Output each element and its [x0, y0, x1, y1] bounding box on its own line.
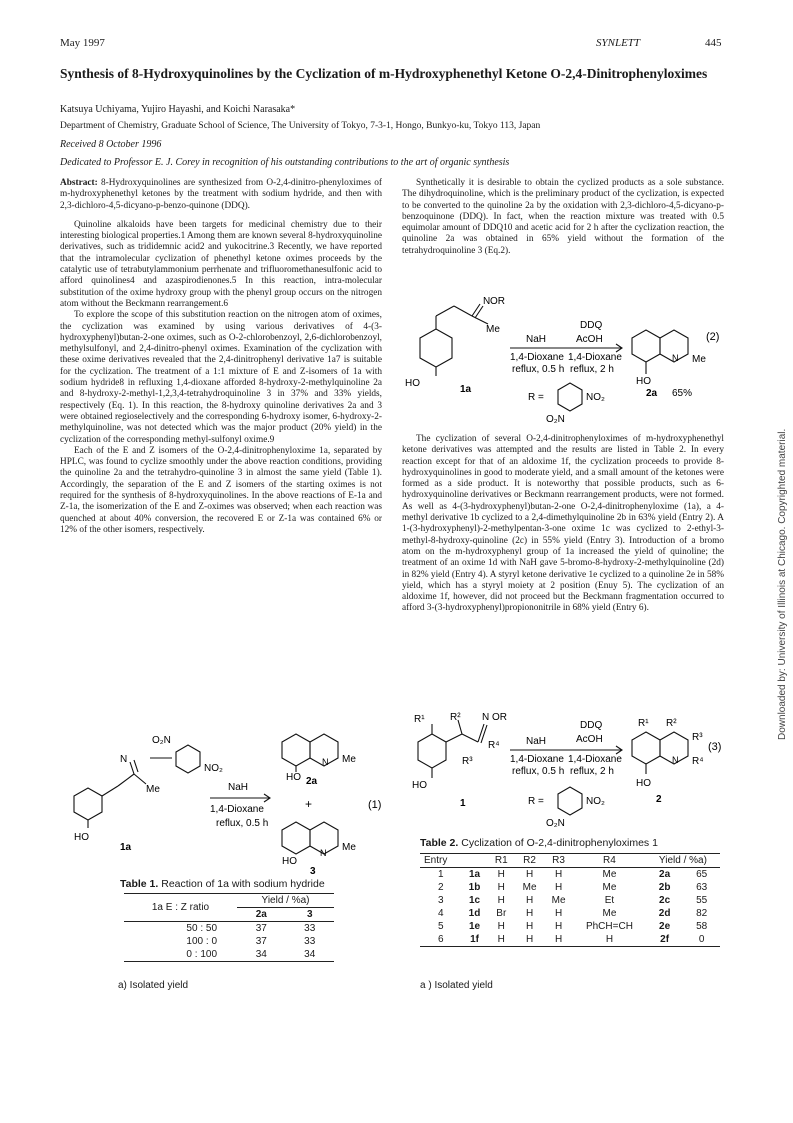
- table1-yield-head: Yield / %a): [237, 894, 334, 908]
- scheme-equation-3: [400, 706, 730, 836]
- eq2-prod-label: 2a: [646, 388, 658, 399]
- eq3-sm-label: 1: [460, 798, 466, 809]
- eq2-label-me: Me: [486, 324, 500, 335]
- table-row: [420, 933, 720, 947]
- eq1-solvent: 1,4-Dioxane: [210, 804, 264, 815]
- table2-cell: 2b: [658, 882, 671, 893]
- eq2-no2: NO₂: [586, 392, 605, 403]
- table1-col1-head: 1a E : Z ratio: [124, 894, 237, 922]
- table2-head-r3: R3: [552, 855, 565, 866]
- header-page: 445: [705, 37, 722, 49]
- dedication: Dedicated to Professor E. J. Corey in recognition of his outstanding contributions to the art of organic synthesis: [60, 157, 510, 168]
- paper-title: Synthesis of 8-Hydroxyquinolines by the Cyclization of m-Hydroxyphenethyl Ketone O-2,4-Dinitrophenyloximes: [60, 66, 708, 81]
- watermark-text: Downloaded by: University of Illinois at Chicago. Copyrighted material.: [777, 428, 788, 740]
- eq1-reagent: NaH: [228, 782, 249, 793]
- table2-cell: H: [525, 921, 534, 932]
- eq1-sm-label: 1a: [120, 842, 132, 853]
- table2-cell: H: [525, 895, 534, 906]
- eq2-number: (2): [706, 331, 720, 343]
- table2-head-r4: R4: [603, 855, 616, 866]
- table2-cell: Et: [604, 895, 615, 906]
- table1-sub-2a: 2a: [237, 908, 285, 922]
- eq3-n-or: N OR: [482, 712, 507, 723]
- eq3-number: (3): [708, 741, 722, 753]
- received-date: Received 8 October 1996: [60, 139, 162, 150]
- eq2-product-ho: HO: [636, 376, 651, 387]
- eq2-r-def: R =: [528, 392, 544, 403]
- table1-cell: 50 : 50: [186, 923, 218, 934]
- eq2-cond-2: reflux, 2 h: [570, 364, 614, 375]
- eq2-reagent-2b: AcOH: [576, 334, 603, 345]
- table2-cell: 2a: [659, 869, 671, 880]
- right-paragraph-1: [402, 178, 724, 257]
- table1-cell: 37: [255, 936, 267, 947]
- table2-cell: 6: [437, 934, 444, 945]
- table2-cell: 2e: [659, 921, 671, 932]
- table-row: [124, 922, 334, 936]
- table2-cell: H: [497, 869, 505, 880]
- eq3-p-r2: R²: [666, 718, 677, 729]
- eq3-cond-2: reflux, 2 h: [570, 766, 614, 777]
- table2-cell: 1f: [470, 934, 479, 945]
- table2-cell: H: [497, 921, 505, 932]
- eq2-reagent-2: DDQ: [580, 320, 603, 331]
- paragraph-3: Each of the E and Z isomers of the O-2,4-dinitrophenyloxime 1a, separated by HPLC, was found to cyclize smoothly under the above reaction conditions, providing the quinoline 2a and the tetrahydro-quinoline 3 in almost the same yield (Table 1). Accordingly, the separation of the E and Z isomers of the starting oximes is not required for the synthesis of 8-hydroxyquinolines. In the above reactions of E-1a and Z-1a, the isomerization of the E and Z-oximes was observed; when each reaction was quenched at about 40% conversion, the recovered E or Z-1a was contained 6% or 12% of the other isomers, respectively.: [60, 445, 382, 535]
- table2-head-r1: R1: [494, 855, 508, 866]
- table2-head-yield: Yield / %a): [658, 855, 707, 866]
- eq3-o2n: O₂N: [546, 818, 565, 829]
- eq3-r-def: R =: [528, 796, 544, 807]
- table2-cell: H: [605, 934, 614, 945]
- eq2-label-or: OR: [490, 296, 505, 307]
- table1-sub-3: 3: [285, 908, 334, 922]
- affiliation: Department of Chemistry, Graduate School of Science, The University of Tokyo, 7-3-1, Hongo, Bunkyo-ku, Tokyo 113, Japan: [60, 121, 541, 131]
- eq3-r4: R⁴: [488, 740, 500, 751]
- right-paragraph-2: [402, 434, 724, 615]
- table2-caption-text: Cyclization of O-2,4-dinitrophenyloximes 1: [461, 837, 658, 849]
- abstract-label: Abstract:: [60, 178, 98, 188]
- eq3-solvent-1: 1,4-Dioxane: [510, 754, 564, 765]
- table2-cell: 1d: [468, 908, 481, 919]
- scheme-equation-1: [60, 728, 382, 878]
- table2-cell: 1a: [468, 869, 481, 880]
- table1-cell: 33: [304, 936, 316, 947]
- table2-cell: H: [497, 934, 505, 945]
- table2-head-entry: Entry: [424, 855, 448, 866]
- eq1-3-me: Me: [342, 842, 356, 853]
- table2-cell: Me: [602, 882, 617, 893]
- eq2-label-n: N: [483, 296, 491, 307]
- eq1-3-nh: N: [320, 848, 327, 858]
- eq3-reagent-2b: AcOH: [576, 734, 603, 745]
- table2-cell: 58: [696, 921, 708, 932]
- eq3-reagent-2: DDQ: [580, 720, 603, 731]
- right-p2-text: The cyclization of several O-2,4-dinitrophenyloximes of m-hydroxyphenethyl ketone derivatives was attempted and the results are listed in Table 2. In every reaction except for that of an aldoxime 1f, the cyclization proceeds to provide 8-hydroxyquinolines in good to moderate yield, and a small amount of the ketones were formed as a side product. It is noteworthy that possible products, such as 6-hydroxyquinoline derivatives or Beckmann rearrangement products, were not formed. As well as 4-(3-hydroxyphenyl)butan-2-one O-2,4-dinitrophenyloxime (1a), a 4-methyl derivative 1b cyclized to a 2,4-dimethylquinoline 2b in 63% yield (Entry 2). A 1-(3-hydroxyphenyl)-2-methylpentan-3-one oxime 1c was cyclized to 2-ethyl-3-methyl-8-hydroxy-quinoline (2c) in 55% yield (Entry 3). Introduction of a bromo atom on the m-hydroxyphenyl group of 1a increased the yield of quinoline; the treatment of an oxime 1d with NaH gave 5-bromo-8-hydroxy-2-methylquinoline (2d) in 82% yield (Entry 4). A styryl ketone derivative 1e cyclized to a quinoline 2e in 58% yield, which has a styryl moiety at 2 position (Enuy 5). The cyclization of an aldoxime 1f, however, did not proceed but the Beckmann fragmentation occurred to afford 3-(3-hydroxyphenyl)propiononitrile in 68% yield (Entry 6).: [402, 434, 724, 614]
- header-date: May 1997: [60, 37, 105, 49]
- eq1-3-ho: HO: [282, 856, 297, 867]
- eq3-r2: R²: [450, 712, 461, 723]
- table2-cell: Me: [522, 882, 537, 893]
- eq2-product-me: Me: [692, 354, 706, 365]
- table2-cell: Br: [496, 908, 507, 919]
- table-row: [420, 907, 720, 920]
- eq3-p-ho: HO: [636, 778, 651, 789]
- table2-cell: 82: [696, 908, 708, 919]
- table1-cell: 0 : 100: [186, 949, 218, 960]
- table-1: [124, 893, 334, 962]
- eq2-solvent-2: 1,4-Dioxane: [568, 352, 622, 363]
- eq3-cond-1: reflux, 0.5 h: [512, 766, 565, 777]
- table2-cell: H: [525, 908, 534, 919]
- eq2-o2n: O₂N: [546, 414, 565, 425]
- table2-cell: H: [554, 934, 563, 945]
- eq1-2a-me: Me: [342, 754, 356, 765]
- table2-cell: H: [525, 934, 534, 945]
- table2-caption-label: Table 2.: [420, 837, 459, 849]
- table-row: [420, 894, 720, 907]
- table2-cell: H: [525, 869, 534, 880]
- table-row: [420, 881, 720, 894]
- eq1-number: (1): [368, 799, 382, 811]
- table2-cell: 1e: [468, 921, 481, 932]
- eq1-p2-label: 3: [310, 866, 316, 877]
- download-watermark: [775, 380, 791, 740]
- table2-cell: H: [554, 882, 563, 893]
- table2-cell: 2d: [658, 908, 671, 919]
- eq3-p-r3: R³: [692, 732, 703, 743]
- eq2-sm-label: 1a: [460, 384, 472, 395]
- eq1-me: Me: [146, 784, 160, 795]
- table2-cell: H: [554, 869, 563, 880]
- table2-cell: 55: [696, 895, 708, 906]
- table1-cell: 34: [304, 949, 316, 960]
- right-p1-text: Synthetically it is desirable to obtain the cyclized products as a sole substance. The dihydroquinoline, which is the preliminary product of the cyclization, is expected to be converted to the quinoline 2a by the oxidation with 2,3-dichloro-4,5-dicyano-p-benzoquinone (DDQ). In fact, when the reaction mixture was treated with 0.5 equimolar amount of DDQ10 and acetic acid for 2 h after the cyclization reaction, the quinoline 2a was obtained in 65% yield without the formation of the tetrahydroquinoline 3 (Eq.2).: [402, 178, 724, 256]
- eq2-label-ho: HO: [405, 378, 420, 389]
- table2-cell: 1b: [468, 882, 481, 893]
- eq3-p-r1: R¹: [638, 718, 649, 729]
- table2-cell: 65: [696, 869, 708, 880]
- scheme-equation-2: [400, 296, 730, 426]
- abstract-text: 8-Hydroxyquinolines are synthesized from O-2,4-dinitro-phenyloximes of m-hydroxyphenethyl ketones by the treatment with sodium hydride, and then with 2,3-dichloro-4,5-dicyano-p-benzo-quinone (DDQ).: [60, 178, 383, 211]
- table2-head-blank: [462, 854, 488, 868]
- paragraph-2: To explore the scope of this substitution reaction on the nitrogen atom of oximes, the cyclization was examined by using various derivatives of 4-(3-hydroxyphenyl)butan-2-one oximes, such as O-2-chlorobenzoyl, 2,6-dichlorobenzoyl, methylsulfonyl, and 2,4-dinitro-phenyl oximes. Examination of the cyclization with these oxime derivatives revealed that the 2,4-dinitrophenyl derivative 1a7 is suitable for the cyclization. The treatment of a 1:1 mixture of E and Z-isomers of 1a with sodium hydride8 in refluxing 1,4-dioxane afforded 8-hydroxy-2-methylquinoline 2a and 8-hydroxy-2-methyl-1,2,3,4-tetrahydroquinoline 3 in 37% and 33% yields, respectively (Eq. 1). In this reaction, the 8-hydroxy quinoline derivatives 2a and 3 were obtained regioselectively and the corresponding 6-hydroxy isomer, 6-hydroxy-2-methylquinoline, was not detected which was the major product (20% yield) in the cyclization of the corresponding methyl-sulfonyl oxime.9: [60, 310, 382, 445]
- eq3-r3: R³: [462, 756, 473, 767]
- table2-cell: 2c: [659, 895, 671, 906]
- table2-cell: 2: [437, 882, 444, 893]
- eq1-2a-n: N: [322, 757, 329, 767]
- eq3-prod-label: 2: [656, 794, 662, 805]
- eq1-no2: NO₂: [204, 763, 223, 774]
- eq2-quinoline-n: N: [672, 353, 679, 363]
- table2-cell: Me: [602, 908, 617, 919]
- table2-footnote: a ) Isolated yield: [420, 980, 493, 991]
- table2-cell: H: [554, 921, 563, 932]
- table-2: [420, 853, 720, 947]
- eq1-o2n-top: O₂N: [152, 735, 171, 746]
- authors: Katsuya Uchiyama, Yujiro Hayashi, and Koichi Narasaka*: [60, 104, 296, 115]
- table1-cell: 100 : 0: [186, 936, 218, 947]
- eq1-2a-ho: HO: [286, 772, 301, 783]
- eq3-ho: HO: [412, 780, 427, 791]
- table2-cell: Me: [602, 869, 617, 880]
- eq2-reagent-1: NaH: [526, 334, 547, 345]
- table1-caption-text: Reaction of 1a with sodium hydride: [161, 878, 325, 890]
- table2-head-r2: R2: [523, 855, 536, 866]
- table1-cell: 37: [255, 923, 267, 934]
- eq3-solvent-2: 1,4-Dioxane: [568, 754, 622, 765]
- table-row: [420, 868, 720, 882]
- table1-caption: [120, 878, 325, 890]
- eq3-no2: NO₂: [586, 796, 605, 807]
- eq3-r1: R¹: [414, 714, 425, 725]
- header-journal: SYNLETT: [596, 37, 641, 49]
- table2-cell: 63: [696, 882, 708, 893]
- table-row: [420, 920, 720, 933]
- table1-caption-label: Table 1.: [120, 878, 159, 890]
- table2-caption: [420, 837, 658, 849]
- eq1-n-o: N: [120, 754, 128, 765]
- table2-cell: H: [497, 882, 505, 893]
- eq1-plus: +: [305, 797, 313, 811]
- table2-cell: PhCH=CH: [585, 921, 633, 932]
- table2-cell: Me: [551, 895, 566, 906]
- table2-cell: 1: [437, 869, 444, 880]
- eq1-ho: HO: [74, 832, 89, 843]
- left-column: [60, 178, 382, 536]
- eq2-solvent-1: 1,4-Dioxane: [510, 352, 564, 363]
- eq3-p-r4: R⁴: [692, 756, 704, 767]
- table1-cell: 34: [255, 949, 267, 960]
- eq1-cond: reflux, 0.5 h: [216, 818, 269, 829]
- table-row: [124, 935, 334, 948]
- table2-cell: H: [554, 908, 563, 919]
- table1-footnote: a) Isolated yield: [118, 980, 189, 991]
- eq3-reagent-1: NaH: [526, 736, 547, 747]
- table2-cell: 0: [698, 934, 705, 945]
- table2-cell: 5: [437, 921, 444, 932]
- table1-cell: 33: [304, 923, 316, 934]
- table2-cell: H: [497, 895, 505, 906]
- table2-cell: 3: [437, 895, 444, 906]
- table-row: [124, 948, 334, 962]
- paragraph-1: Quinoline alkaloids have been targets for medicinal chemistry due to their interesting biological properties.1 Among them are known several 8-hydroxyquinoline derivatives, such as trididemnic acid2 and yukocitrine.3 Recently, we have reported that the intramolecular cyclization of phenethyl ketone oximes proceeds by the catalytic use of tetrabutylammonium perrhenate and trifluoromethanesulfonic acid to afford quinolines4 and azaspirodienones.5 In this reaction, intra-molecular substitution of the oxime hydroxy group with the phenyl group occurs on the nitrogen atom without the Beckmann rearrangement.6: [60, 219, 382, 309]
- eq1-p1-label: 2a: [306, 776, 318, 787]
- table2-cell: 1c: [468, 895, 481, 906]
- table2-cell: 4: [437, 908, 444, 919]
- eq3-p-n: N: [672, 755, 679, 765]
- eq2-cond-1: reflux, 0.5 h: [512, 364, 565, 375]
- table2-cell: 2f: [660, 934, 670, 945]
- eq2-yield: 65%: [672, 388, 693, 399]
